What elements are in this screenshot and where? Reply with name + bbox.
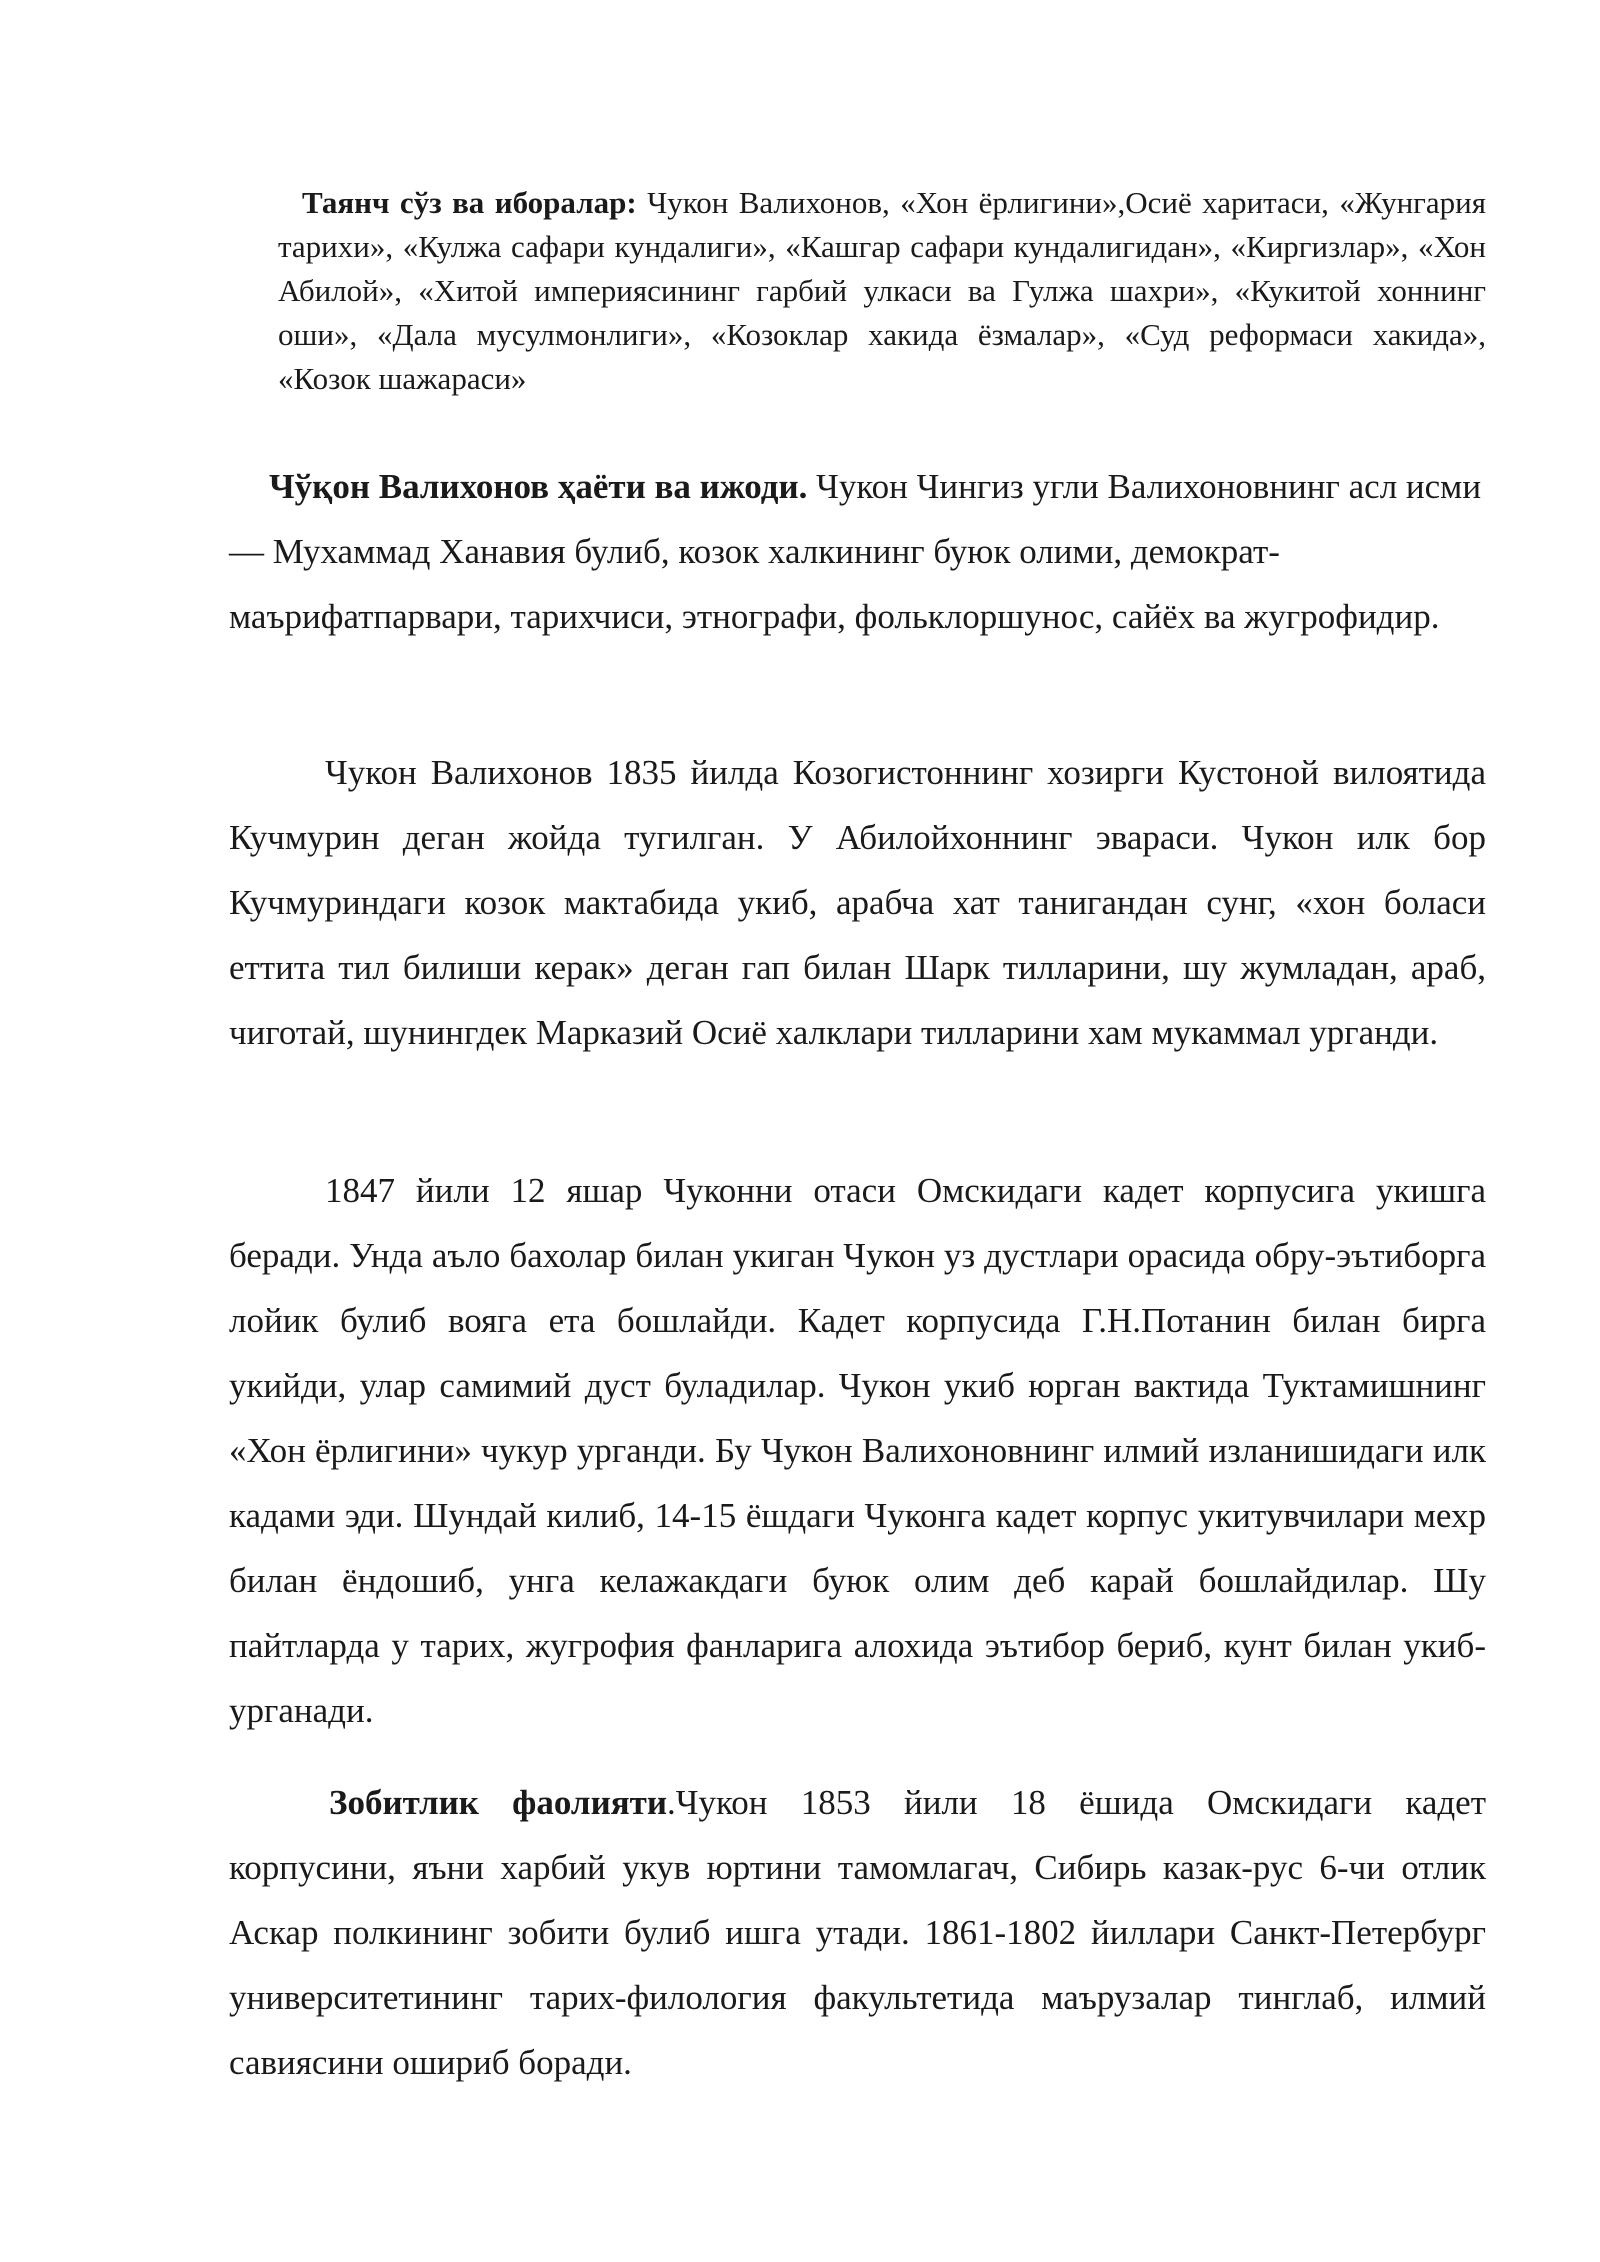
keywords-list: Чукон Валихонов, «Хон ёрлигини»,Осиё харитаси, «Жунгария тарихи», «Кулжа сафари кундалиги», «Кашгар сафари кундалигидан», «Киргизлар», «Хон Абилой», «Хитой империясининг гарбий улкаси ва Гулжа шахри», «Кукитой хоннинг оши», «Дала мусулмонлиги», «Козоклар хакида ёзмалар», «Суд реформаси хакида», «Козок шажараси» bbox=[278, 185, 1486, 396]
education-paragraph: 1847 йили 12 яшар Чуконни отаси Омскидаги кадет корпусига укишга беради. Унда аъло бахолар билан укиган Чукон уз дустлари орасида обру-эътиборга лойик булиб вояга ета бошлайди. Кадет корпусида Г.Н.Потанин билан бирга укийди, улар самимий дуст буладилар. Чукон укиб юрган вактида Туктамишнинг «Хон ёрлигини» чукур урганди. Бу Чукон Валихоновнинг илмий изланишидаги илк кадами эди. Шундай килиб, 14-15 ёшдаги Чуконга кадет корпус укитувчилари мехр билан ёндошиб, унга келажакдаги буюк олим деб карай бошлайдилар. Шу пайтларда у тарих, жугрофия фанларига алохида эътибор бериб, кунт билан укиб-урганади. bbox=[229, 1171, 1486, 1730]
keywords-label: Таянч сўз ва иборалар: bbox=[302, 185, 637, 220]
officer-career-paragraph bbox=[229, 1770, 1486, 2095]
section-heading-officer: Зобитлик фаолияти bbox=[329, 1783, 668, 1822]
officer-career-text: .Чукон 1853 йили 18 ёшида Омскидаги кадет корпусини, яъни харбий укув юртини тамомлагач, Сибирь казак-рус 6-чи отлик Аскар полкининг зобити булиб ишга утади. 1861-1802 йиллари Санкт-Петербург университетининг тарих-филология факультетида маърузалар тинглаб, илмий савиясини ошириб боради. bbox=[229, 1783, 1486, 2082]
birth-paragraph: Чукон Валихонов 1835 йилда Козогистоннинг хозирги Кустоной вилоятида Кучмурин деган жойда тугилган. У Абилойхоннинг эвараси. Чукон илк бор Кучмуриндаги козок мактабида укиб, арабча хат танигандан сунг, «хон боласи еттита тил билиши керак» деган гап билан Шарк тилларини, шу жумладан, араб, чиготай, шунингдек Марказий Осиё халклари тилларини хам мукаммал урганди. bbox=[229, 753, 1486, 1052]
keywords-paragraph bbox=[278, 181, 1486, 401]
section-heading-life: Чўқон Валихонов ҳаёти ва ижоди. bbox=[269, 467, 808, 506]
biography-intro-paragraph bbox=[229, 454, 1486, 649]
biography-intro-text: Чукон Чингиз угли Валихоновнинг асл исми — Мухаммад Ханавия булиб, козок халкининг буюк олими, демократ-маърифатпарвари, тарихчиси, этнографи, фольклоршунос, сайёх ва жугрофидир. bbox=[229, 467, 1482, 636]
